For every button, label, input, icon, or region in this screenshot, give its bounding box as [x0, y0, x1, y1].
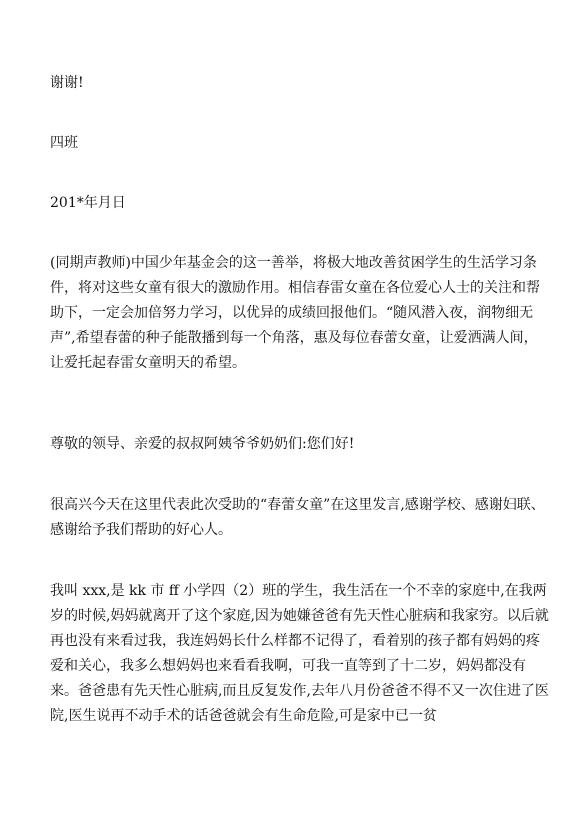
- teacher-remarks-paragraph: (同期声教师)中国少年基金会的这一善举，将极大地改善贫困学生的生活学习条件，将对这些女童有很大的激励作用。相信春雷女童在各位爱心人士的关注和帮助下，一定会加倍努力学习，以优异的成绩回报他们。“随风潜入夜，润物细无声”,希望春蕾的种子能散播到每一个角落，惠及每位春蕾女童，让爱洒满人间，让爱托起春雷女童明天的希望。: [50, 255, 540, 371]
- thanks-paragraph: 很高兴今天在这里代表此次受助的“春蕾女童”在这里发言,感谢学校、感谢妇联、感谢给予我们帮助的好心人。: [50, 497, 545, 538]
- thanks-line: 谢谢!: [50, 75, 84, 91]
- class-line: 四班: [50, 135, 78, 151]
- date-line: 201*年月日: [50, 195, 126, 211]
- greeting-paragraph: 尊敬的领导、亲爱的叔叔阿姨爷爷奶奶们:您们好!: [50, 436, 355, 452]
- story-paragraph: 我叫 xxx,是 kk 市 ff 小学四（2）班的学生，我生活在一个不幸的家庭中,在我两岁的时候,妈妈就离开了这个家庭,因为她嫌爸爸有先天性心脏病和我家穷。以后就再也没有来看过我，我连妈妈长什么样都不记得了，看着别的孩子都有妈妈的疼爱和关心，我多么想妈妈也来看看我啊，可我一直等到了十二岁，妈妈都没有来。爸爸患有先天性心脏病,而且反复发作,去年八月份爸爸不得不又一次住进了医院,医生说再不动手术的话爸爸就会有生命危险,可是家中已一贫: [50, 583, 549, 724]
